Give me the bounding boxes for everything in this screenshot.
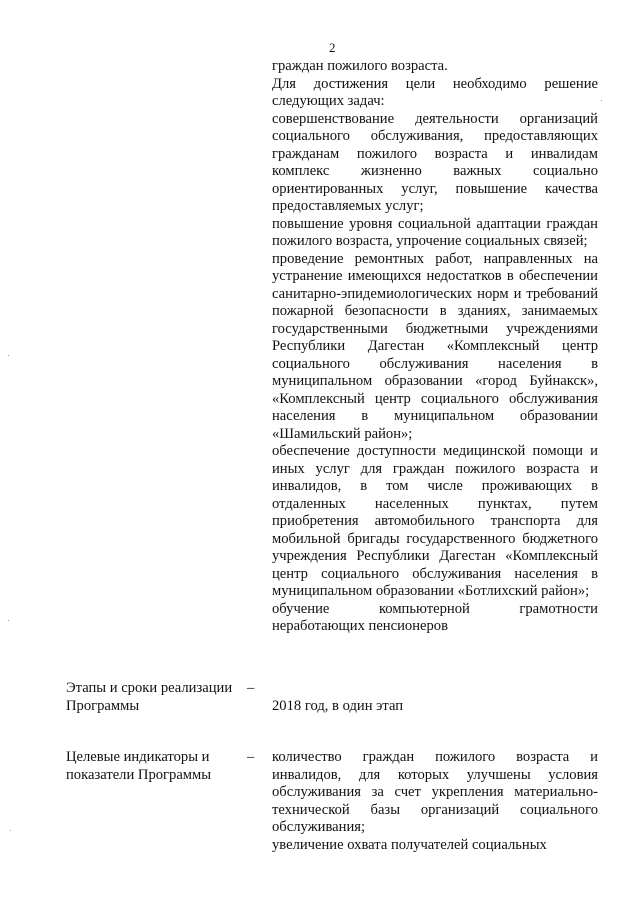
scan-speck [8, 355, 9, 356]
indicators-block [272, 749, 598, 854]
page-number: 2 [329, 40, 336, 55]
task-item: проведение ремонтных работ, направленных на устранение имеющихся недостатков в обеспечении санитарно-эпидемиологических норм и требований пожарной безопасности в зданиях, занимаемых государственными бюджетными учреждениями Республики Дагестан «Комплексный центр социального обслуживания населения в муниципальном образовании «город Буйнакск», «Комплексный центр социального обслуживания населения в муниципальном образовании «Шамильский район»; [272, 250, 598, 442]
goal-and-tasks-block [272, 58, 598, 636]
goal-continuation: граждан пожилого возраста. [272, 58, 448, 74]
stages-value: 2018 год, в один этап [272, 698, 404, 714]
task-item: обучение компьютерной грамотности неработающих пенсионеров [272, 600, 598, 634]
task-item: обеспечение доступности медицинской помощи и иных услуг для граждан пожилого возраста и инвалидов, в том числе проживающих в отдаленных населенных пунктах, путем приобретения автомобильного транспорта для мобильной бригады государственного бюджетного учреждения Республики Дагестан «Комплексный центр социального обслуживания населения в муниципальном образовании «Ботлихский район»; [272, 443, 598, 599]
task-item: совершенствование деятельности организаций социального обслуживания, предоставляющих гражданам пожилого возраста и инвалидам комплекс жизненно важных социально ориентированных услуг, повышение качества предоставляемых услуг; [272, 110, 598, 214]
indicator-item: увеличение охвата получателей социальных [272, 836, 547, 853]
task-item: повышение уровня социальной адаптации граждан пожилого возраста, упрочение социальных связей; [272, 215, 598, 249]
indicator-item: количество граждан пожилого возраста и инвалидов, для которых улучшены условия обслуживания за счет укрепления материально-технической базы организаций социального обслуживания; [272, 749, 598, 835]
scan-speck [8, 620, 9, 621]
tasks-intro: Для достижения цели необходимо решение следующих задач: [272, 75, 598, 109]
indicators-dash: – [247, 749, 255, 765]
scan-speck [10, 830, 11, 831]
stages-label: Этапы и сроки реализации Программы [66, 680, 233, 714]
indicators-label: Целевые индикаторы и показатели Программы [66, 749, 212, 783]
stages-dash: – [247, 680, 255, 696]
scan-speck [601, 100, 602, 101]
